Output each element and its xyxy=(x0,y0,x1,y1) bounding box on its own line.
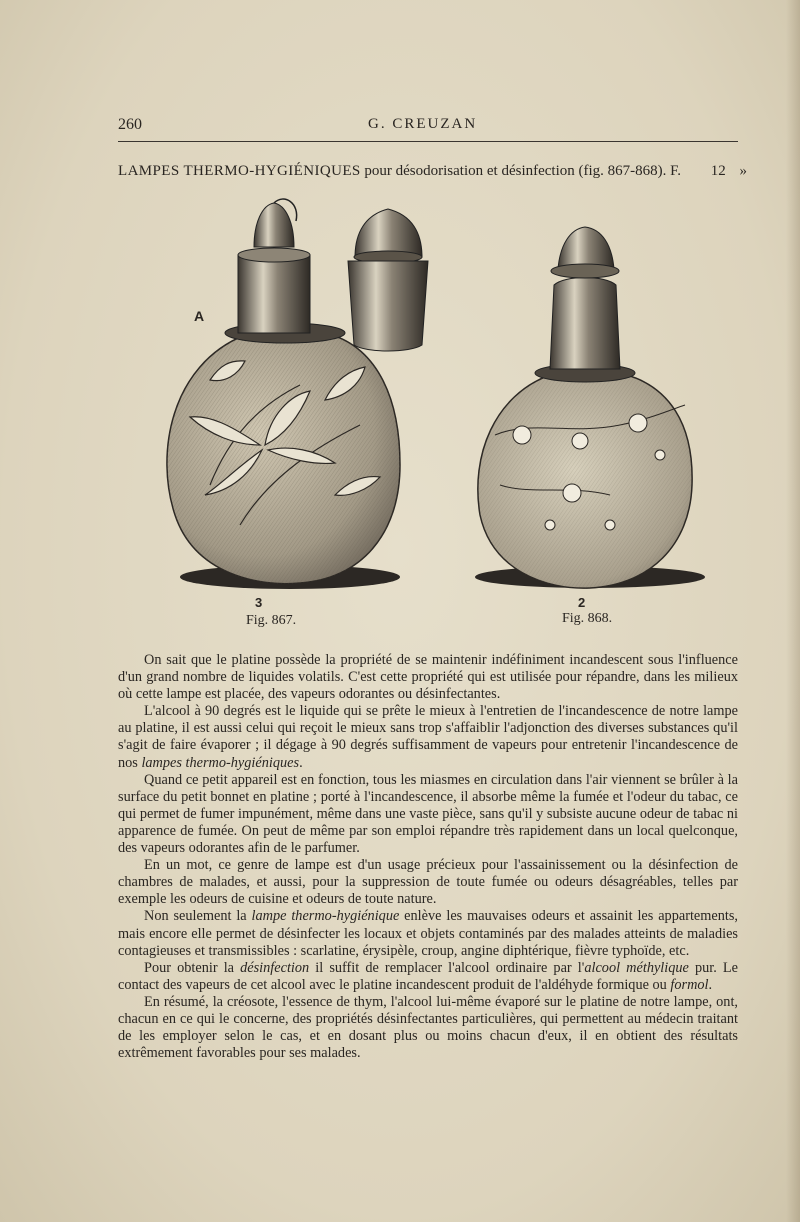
body-text xyxy=(118,652,738,1062)
product-title: LAMPES THERMO-HYGIÉNIQUES xyxy=(118,163,361,179)
page-header xyxy=(118,116,736,144)
product-description: pour désodorisation et désinfection (fig. 867-868). F. xyxy=(360,163,682,179)
figure-letter-a: A xyxy=(194,308,205,324)
italic-text: formol xyxy=(670,976,709,993)
figure-867-caption: Fig. 867. xyxy=(246,613,297,628)
running-head: G. CREUZAN xyxy=(368,116,478,132)
figure-867-number: 3 xyxy=(255,595,263,610)
paragraph xyxy=(118,994,738,1062)
paragraph xyxy=(118,960,738,994)
paragraph xyxy=(118,652,738,703)
text-run: enlève les mauvaises odeurs et assainit les appartements, mais encore elle permet de désinfecter les locaux et objets contaminés par des malades atteints de maladies contagieuses et transmissibles : scarlatine, érysipèle, croup, angine diphtérique, fièvre typhoïde, etc. xyxy=(118,908,738,959)
product-price: 12 xyxy=(710,163,726,179)
paragraph xyxy=(118,772,738,857)
paragraph xyxy=(118,908,738,959)
figure-868-number: 2 xyxy=(578,595,586,610)
italic-text: lampes thermo-hygiéniques xyxy=(141,754,300,771)
lamp-868 xyxy=(475,227,705,588)
product-price-mark: » xyxy=(739,163,748,179)
product-line xyxy=(118,163,758,180)
text-run: En un mot, ce genre de lampe est d'un usage précieux pour l'assainissement ou la désinfection de chambres de malades, et aussi, pour la suppression de toute fumée ou odeurs désagréables, telles par exemple les odeurs de cuisine et odeurs de toute nature. xyxy=(118,857,738,908)
text-run: Pour obtenir la xyxy=(144,959,241,976)
page-edge-shadow xyxy=(786,0,800,1222)
figures-area xyxy=(150,195,720,635)
paragraph xyxy=(118,703,738,771)
italic-text: alcool méthylique xyxy=(584,959,689,976)
text-run: il suffit de remplacer l'alcool ordinaire par l' xyxy=(309,959,585,976)
figure-868-caption: Fig. 868. xyxy=(562,611,613,626)
header-rule xyxy=(118,141,738,142)
text-run: Quand ce petit appareil est en fonction, tous les miasmes en circulation dans l'air viennent se brûler à la surface du petit bonnet en platine ; porté à l'incandescence, il absorbe même la fumée et l'odeur du tabac, ce qui permet de fumer impunément, même dans une vaste pièce, sans qu'il y subsiste aucune odeur de tabac ni apparence de fumée. On peut de même par son emploi répandre très rapidement dans un local quelconque, des vapeurs odorantes afin de le parfumer. xyxy=(118,771,738,857)
text-run: . xyxy=(299,754,303,771)
text-run: En résumé, la créosote, l'essence de thym, l'alcool lui-même évaporé sur le platine de notre lampe, ont, chacun en ce qui le concerne, des propriétés désinfectantes particulières, qui permettent au médecin traitant de les employer selon le cas, et en dosant plus ou moins chacun d'eux, il en obtient des résultats extrêmement favorables pour ses malades. xyxy=(118,993,738,1062)
text-run: pur. Le contact des vapeurs de cet alcool avec le platine incandescent produit de l'aldéhyde formique ou xyxy=(118,959,739,993)
italic-text: lampe thermo-hygiénique xyxy=(251,908,400,925)
text-run: On sait que le platine possède la propriété de se maintenir indéfiniment incandescent sous l'influence d'un grand nombre de liquides volatils. C'est cette propriété qui est utilisée pour répandre, dans les milieux où cette lampe est placée, des vapeurs odorantes ou désinfectantes. xyxy=(118,652,738,703)
paragraph xyxy=(118,857,738,908)
text-run: . xyxy=(708,976,713,993)
lamp-illustrations xyxy=(150,195,720,635)
page-number: 260 xyxy=(118,116,142,133)
text-run: Non seulement la xyxy=(144,908,252,925)
italic-text: désinfection xyxy=(240,959,310,976)
text-run: L'alcool à 90 degrés est le liquide qui se prête le mieux à l'entretien de l'incandescence de notre lampe au platine, il est aussi celui qui reçoit le mieux sans trop s'affaiblir l'adjonction des diverses substances qu'il s'agit de faire évaporer ; il dégage à 90 degrés suffisamment de vapeurs pour entretenir l'incandescence de nos xyxy=(118,703,738,771)
lamp-cap-867 xyxy=(348,209,428,351)
